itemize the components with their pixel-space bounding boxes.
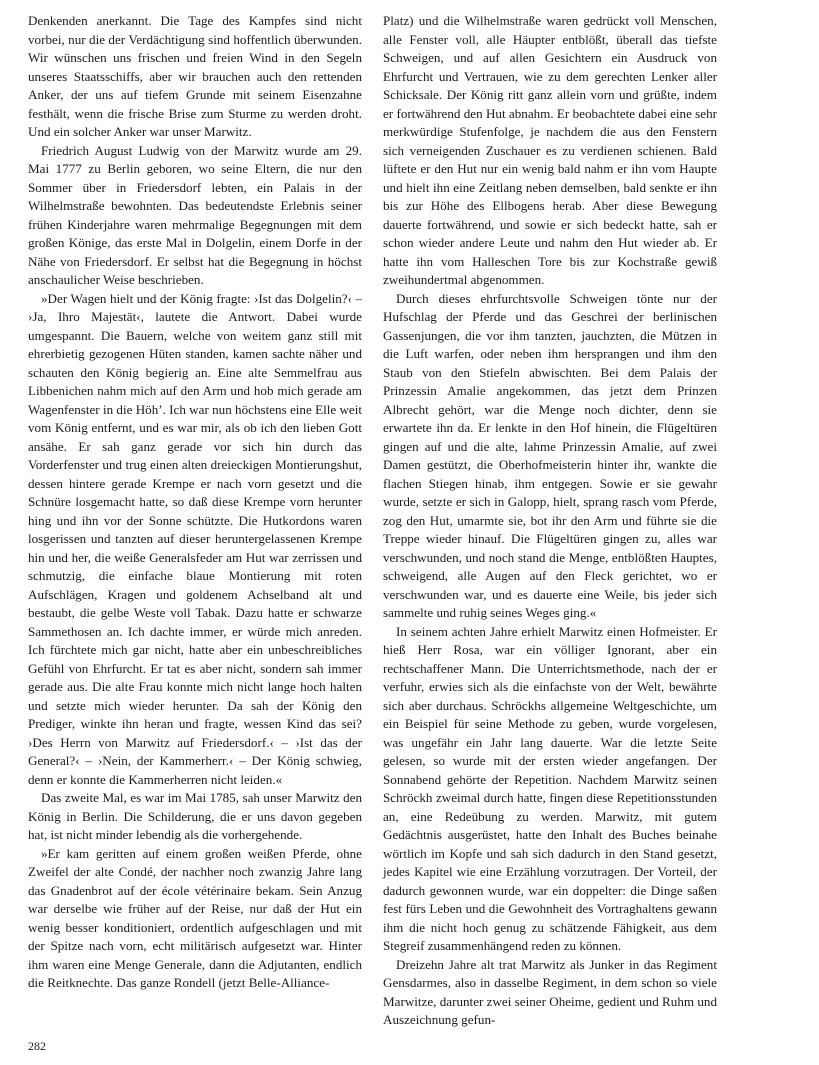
paragraph: »Der Wagen hielt und der König fragte: ›Ist das Dolgelin?‹ – ›Ja, Ihro Majestät‹, lautete die Antwort. Dabei wurde umgespannt. Die Bauern, welche von weitem ganz still mit ehrerbietig gezogenen Hüten standen, kamen sachte näher und schauten den König begierig an. Eine alte Semmelfrau aus Libbenichen nahm mich auf den Arm und hob mich gerade am Wagenfenster in die Höh’. Ich war nun höchstens eine Elle weit vom König entfernt, und es war mir, als ob ich den lieben Gott ansähe. Er sah ganz gerade vor sich hin durch das Vorderfenster und trug einen alten dreieckigen Montierungshut, dessen hintere gerade Krempe er nach vorn gesetzt und die Schnüre losgemacht hatte, so daß diese Krempe vorn herunter hing und ihn vor der Sonne schützte. Die Hutkordons waren losgerissen und tanzten auf dieser heruntergelassenen Krempe hin und her, die weiße Generalsfeder am Hut war zerrissen und schmutzig, die einfache blaue Montierung mit roten Aufschlägen, Kragen und goldenem Achselband alt und bestaubt, die gelbe Weste voll Tabak. Dazu hatte er schwarze Sammethosen an. Ich dachte immer, er würde mich anreden. Ich fürchtete mich gar nicht, hatte aber ein unbeschreibliches Gefühl von Ehrfurcht. Er tat es aber nicht, sondern sah immer gerade aus. Die alte Frau konnte mich nicht lange hoch halten und setzte mich wieder herunter. Da sah der König den Prediger, winkte ihn heran und fragte, wessen Kind das sei? ›Des Herrn von Marwitz auf Friedersdorf.‹ – ›Ist das der General?‹ – ›Nein, der Kammerherr.‹ – Der König schwieg, denn er konnte die Kammerherren nicht leiden.« bbox=[28, 290, 362, 787]
paragraph: Platz) und die Wilhelmstraße waren gedrückt voll Menschen, alle Fenster voll, alle Häupter entblößt, überall das tiefste Schweigen, und auf allen Gesichtern ein Ausdruck von Ehrfurcht und Vertrauen, wie zu dem gerechten Lenker aller Schicksale. Der König ritt ganz allein vorn und grüßte, indem er fortwährend den Hut abnahm. Er beobachtete dabei eine sehr merkwürdige Stufenfolge, je nachdem die aus den Fenstern sich verneigenden Zuschauer es zu verdienen schienen. Bald lüftete er den Hut nur ein wenig bald nahm er ihn vom Haupte und hielt ihn eine Zeitlang neben demselben, bald senkte er ihn bis zur Höhe des Ellbogens herab. Aber diese Bewegung dauerte fortwährend, und sowie er sich bedeckt hatte, sah er schon wieder andere Leute und nahm den Hut wieder ab. Er hatte ihn vom Halleschen Tore bis zur Kochstraße gewiß zweihundertmal abgenommen. bbox=[383, 13, 717, 287]
paragraph: Denkenden anerkannt. Die Tage des Kampfes sind nicht vorbei, nur die der Verdächtigung sind hoffentlich überwunden. Wir wünschen uns frischen und freien Wind in den Segeln unseres Staatsschiffs, aber wir brauchen auch den rettenden Anker, der uns auf tiefem Grunde mit seinem Eisenzahne festhält, wenn die frische Brise zum Sturme zu werden droht. Und ein solcher Anker war unser Marwitz. bbox=[28, 13, 362, 139]
paragraph: Das zweite Mal, es war im Mai 1785, sah unser Marwitz den König in Berlin. Die Schilderung, die er uns davon gegeben hat, ist nicht minder lebendig als die vorhergehende. bbox=[28, 790, 362, 842]
right-column bbox=[383, 12, 717, 1030]
paragraph: Durch dieses ehrfurchtsvolle Schweigen tönte nur der Hufschlag der Pferde und das Geschrei der berlinischen Gassenjungen, die vor ihm tanzten, jauchzten, die Mützen in die Luft warfen, oder neben ihm hersprangen und ihm den Staub von den Stiefeln abwischten. Bei dem Palais der Prinzessin Amalie angekommen, das jetzt dem Prinzen Albrecht gehört, war die Menge noch dichter, denn sie erwartete ihn da. Er lenkte in den Hof hinein, die Flügeltüren gingen auf und die alte, lahme Prinzessin Amalie, auf zwei Damen gestützt, die Oberhofmeisterin hinter ihr, wankte die flachen Stiegen hinab, ihm entgegen. Sowie er sie gewahr wurde, setzte er sich in Galopp, hielt, sprang rasch vom Pferde, zog den Hut, umarmte sie, bot ihr den Arm und führte sie die Treppe wieder hinauf. Die Flügeltüren gingen zu, alles war verschwunden, und noch stand die Menge, entblößten Hauptes, schweigend, alle Augen auf den Fleck gerichtet, wo er verschwunden war, und es dauerte eine Weile, bis jeder sich sammelte und ruhig seines Weges ging.« bbox=[383, 290, 717, 620]
left-column bbox=[28, 12, 362, 993]
paragraph: Dreizehn Jahre alt trat Marwitz als Junker in das Regiment Gensdarmes, also in dasselbe Regiment, in dem schon so viele Marwitze, darunter zwei seiner Oheime, gedient und Ruhm und Auszeichnung gefun- bbox=[383, 956, 717, 1027]
paragraph: In seinem achten Jahre erhielt Marwitz einen Hofmeister. Er hieß Herr Rosa, war ein völliger Ignorant, aber ein rechtschaffener Mann. Die Unterrichtsmethode, nach der er verfuhr, erwies sich als die einfachste von der Welt, bewährte sich aber durchaus. Schröckhs allgemeine Weltgeschichte, um ein Beispiel für seine Methode zu geben, wurde vorgelesen, was ungefähr ein Jahr lang dauerte. War die letzte Seite gelesen, so wurde mit der ersten wieder angefangen. Der Sonnabend gehörte der Repetition. Nachdem Marwitz seinen Schröckh zweimal durch hatte, fingen diese Repetitionsstunden an, eine Redeübung zu werden. Marwitz, mit gutem Gedächtnis ausgerüstet, hatte den Inhalt des Buches beinahe wörtlich im Kopfe und sah sich dadurch in den Stand gesetzt, jedes Kapitel wie eine Erzählung vorzutragen. Der Vorteil, der dadurch gewonnen wurde, war ein doppelter: die Dinge saßen fest fürs Leben und die Gewohnheit des Vortraghaltens gewann ihm die nicht hoch genug zu schätzende Fähigkeit, aus dem Stegreif zusammenhängend reden zu können. bbox=[383, 623, 717, 953]
page-number: 282 bbox=[28, 1039, 46, 1053]
paragraph: »Er kam geritten auf einem großen weißen Pferde, ohne Zweifel der alte Condé, der nachher noch zwanzig Jahre lang das Gnadenbrot auf der école vétérinaire bekam. Sein Anzug war derselbe wie früher auf der Reise, nur daß der Hut ein wenig besser konditioniert, ordentlich aufgeschlagen und mit der Spitze nach vorn, echt militärisch aufgesetzt war. Hinter ihm waren eine Menge Generale, dann die Adjutanten, endlich die Reitknechte. Das ganze Rondell (jetzt Belle-Alliance- bbox=[28, 845, 362, 990]
paragraph: Friedrich August Ludwig von der Marwitz wurde am 29. Mai 1777 zu Berlin geboren, wo seine Eltern, die nur den Sommer über in Friedersdorf lebten, ein Palais in der Wilhelmstraße bewohnten. Das bedeutendste Erlebnis seiner frühen Kinderjahre waren mehrmalige Begegnungen mit dem großen Könige, das erste Mal in Dolgelin, einem Dorfe in der Nähe von Friedersdorf. Er selbst hat die Begegnung in höchst anschaulicher Weise beschrieben. bbox=[28, 142, 362, 287]
